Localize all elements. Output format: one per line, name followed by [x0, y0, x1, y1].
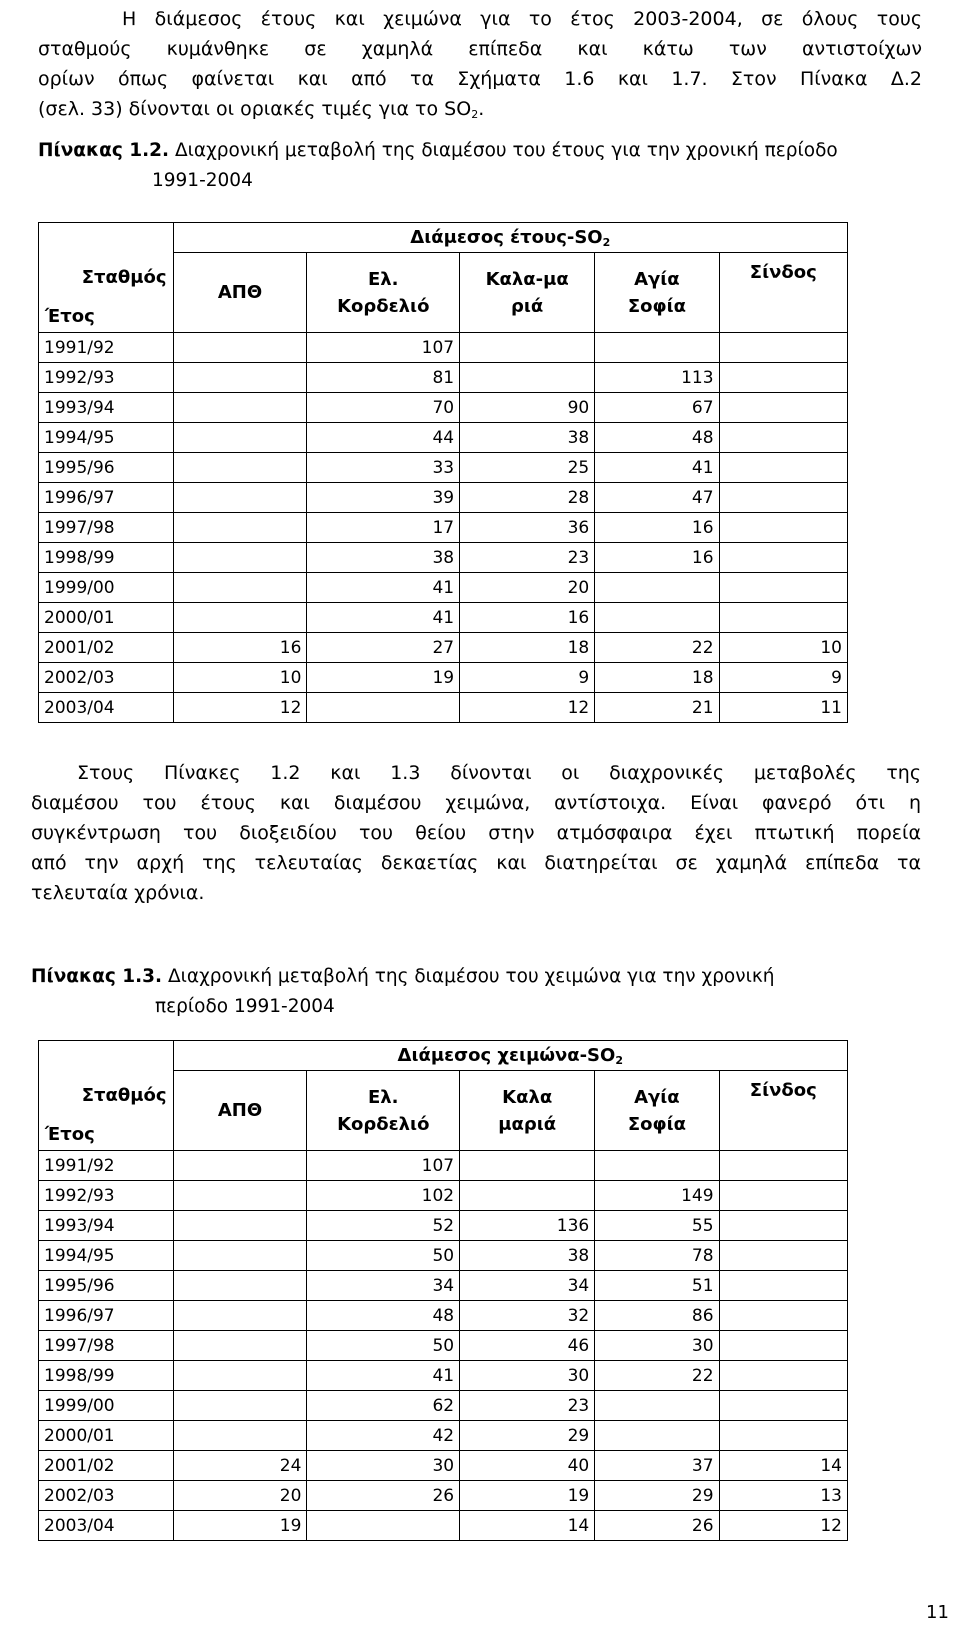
table-row	[39, 1151, 848, 1181]
table-row	[39, 453, 848, 483]
value-cell: 30	[307, 1451, 460, 1481]
value-cell	[173, 333, 307, 363]
value-cell: 16	[460, 603, 595, 633]
table2-col-apth: ΑΠΘ	[173, 1071, 307, 1151]
year-cell: 2003/04	[39, 693, 174, 723]
value-cell	[719, 1271, 847, 1301]
value-cell: 78	[595, 1241, 719, 1271]
value-cell	[460, 1151, 595, 1181]
table1-year-label: Έτος	[45, 306, 95, 327]
value-cell: 17	[307, 513, 460, 543]
value-cell: 22	[595, 1361, 719, 1391]
value-cell: 23	[460, 1391, 595, 1421]
value-cell: 86	[595, 1301, 719, 1331]
year-cell: 2000/01	[39, 603, 174, 633]
value-cell: 28	[460, 483, 595, 513]
value-cell	[595, 1421, 719, 1451]
table-row	[39, 573, 848, 603]
value-cell: 67	[595, 393, 719, 423]
middle-line-4: από την αρχή της τελευταίας δεκαετίας και διατηρείται σε χαμηλά επίπεδα τα	[31, 852, 921, 874]
value-cell: 9	[719, 663, 847, 693]
value-cell: 81	[307, 363, 460, 393]
year-cell: 1991/92	[39, 333, 174, 363]
table1-col-apth: ΑΠΘ	[173, 253, 307, 333]
year-cell: 1995/96	[39, 453, 174, 483]
value-cell: 44	[307, 423, 460, 453]
table1-corner	[39, 223, 174, 333]
value-cell	[719, 1301, 847, 1331]
value-cell	[595, 333, 719, 363]
value-cell	[173, 543, 307, 573]
intro-line-3: ορίων όπως φαίνεται και από τα Σχήματα 1.6 και 1.7. Στον Πίνακα Δ.2	[38, 68, 922, 90]
table2-col-sindos: Σίνδος	[719, 1071, 847, 1151]
value-cell: 38	[460, 1241, 595, 1271]
value-cell: 14	[719, 1451, 847, 1481]
value-cell: 9	[460, 663, 595, 693]
value-cell: 38	[307, 543, 460, 573]
table-row	[39, 513, 848, 543]
table-row	[39, 1391, 848, 1421]
value-cell	[173, 1361, 307, 1391]
table1-caption	[38, 136, 938, 196]
table2-corner	[39, 1041, 174, 1151]
value-cell	[719, 1331, 847, 1361]
value-cell: 149	[595, 1181, 719, 1211]
value-cell	[595, 1391, 719, 1421]
so2-subscript: 2	[471, 108, 479, 121]
value-cell: 14	[460, 1511, 595, 1541]
table-row	[39, 393, 848, 423]
value-cell	[460, 333, 595, 363]
value-cell: 18	[460, 633, 595, 663]
table-row	[39, 1331, 848, 1361]
table1-col-kordelio: Ελ. Κορδελιό	[307, 253, 460, 333]
year-cell: 2000/01	[39, 1421, 174, 1451]
value-cell: 16	[595, 513, 719, 543]
value-cell: 26	[595, 1511, 719, 1541]
value-cell	[173, 423, 307, 453]
year-cell: 2003/04	[39, 1511, 174, 1541]
value-cell	[173, 573, 307, 603]
year-cell: 1998/99	[39, 1361, 174, 1391]
table-row	[39, 483, 848, 513]
value-cell	[719, 483, 847, 513]
middle-line-3: συγκέντρωση του διοξειδίου του θείου στην ατμόσφαιρα έχει πτωτική πορεία	[31, 822, 921, 844]
value-cell: 107	[307, 333, 460, 363]
page-number: 11	[926, 1602, 949, 1623]
value-cell: 46	[460, 1331, 595, 1361]
value-cell: 39	[307, 483, 460, 513]
year-cell: 1998/99	[39, 543, 174, 573]
value-cell: 20	[460, 573, 595, 603]
value-cell: 33	[307, 453, 460, 483]
value-cell: 24	[173, 1451, 307, 1481]
value-cell: 20	[173, 1481, 307, 1511]
year-cell: 1994/95	[39, 1241, 174, 1271]
value-cell	[173, 1241, 307, 1271]
intro-line-2: σταθμούς κυμάνθηκε σε χαμηλά επίπεδα και κάτω των αντιστοίχων	[38, 38, 922, 60]
value-cell	[307, 693, 460, 723]
value-cell	[173, 1331, 307, 1361]
value-cell: 40	[460, 1451, 595, 1481]
table2-caption-line2: περίοδο 1991-2004	[155, 996, 335, 1017]
value-cell	[173, 1271, 307, 1301]
intro-paragraph	[38, 4, 922, 130]
value-cell: 55	[595, 1211, 719, 1241]
value-cell: 51	[595, 1271, 719, 1301]
value-cell	[595, 1151, 719, 1181]
value-cell	[595, 573, 719, 603]
value-cell: 18	[595, 663, 719, 693]
value-cell: 34	[307, 1271, 460, 1301]
table1-caption-text: Διαχρονική μεταβολή της διαμέσου του έτους για την χρονική περίοδο	[174, 140, 838, 161]
value-cell	[173, 393, 307, 423]
year-cell: 1993/94	[39, 1211, 174, 1241]
value-cell: 38	[460, 423, 595, 453]
table2-title-row	[39, 1041, 848, 1071]
table2-col-kalamaria: Καλα μαριά	[460, 1071, 595, 1151]
middle-paragraph	[31, 758, 921, 908]
value-cell: 29	[460, 1421, 595, 1451]
year-cell: 1991/92	[39, 1151, 174, 1181]
table-row	[39, 633, 848, 663]
table-row	[39, 363, 848, 393]
value-cell: 50	[307, 1241, 460, 1271]
value-cell: 22	[595, 633, 719, 663]
year-cell: 1993/94	[39, 393, 174, 423]
table1-caption-line2: 1991-2004	[152, 170, 253, 191]
value-cell: 11	[719, 693, 847, 723]
year-cell: 2002/03	[39, 663, 174, 693]
year-cell: 2001/02	[39, 1451, 174, 1481]
table-row	[39, 543, 848, 573]
table-row	[39, 693, 848, 723]
value-cell: 34	[460, 1271, 595, 1301]
value-cell	[719, 393, 847, 423]
table2-col-agia-sofia: Αγία Σοφία	[595, 1071, 719, 1151]
year-cell: 1999/00	[39, 1391, 174, 1421]
table-row	[39, 603, 848, 633]
table-row	[39, 1421, 848, 1451]
middle-line-1: Στους Πίνακες 1.2 και 1.3 δίνονται οι διαχρονικές μεταβολές της	[77, 762, 921, 784]
value-cell: 32	[460, 1301, 595, 1331]
value-cell: 52	[307, 1211, 460, 1241]
value-cell	[719, 603, 847, 633]
value-cell: 42	[307, 1421, 460, 1451]
value-cell: 102	[307, 1181, 460, 1211]
value-cell: 26	[307, 1481, 460, 1511]
value-cell	[719, 453, 847, 483]
table1-body	[39, 333, 848, 723]
middle-line-5: τελευταία χρόνια.	[31, 882, 205, 904]
intro-line-1: Η διάμεσος έτους και χειμώνα για το έτος 2003-2004, σε όλους τους	[122, 8, 922, 30]
table-row	[39, 1181, 848, 1211]
value-cell	[173, 513, 307, 543]
table2-caption-label: Πίνακας 1.3.	[31, 966, 163, 987]
table-row	[39, 1241, 848, 1271]
year-cell: 1997/98	[39, 513, 174, 543]
table-row	[39, 423, 848, 453]
table-row	[39, 1301, 848, 1331]
value-cell: 48	[307, 1301, 460, 1331]
value-cell: 48	[595, 423, 719, 453]
value-cell	[719, 543, 847, 573]
year-cell: 1992/93	[39, 1181, 174, 1211]
year-cell: 1995/96	[39, 1271, 174, 1301]
year-cell: 1999/00	[39, 573, 174, 603]
value-cell	[719, 423, 847, 453]
table-row	[39, 1451, 848, 1481]
year-cell: 1992/93	[39, 363, 174, 393]
table2-title: Διάμεσος χειμώνα-$SO_2$	[173, 1041, 847, 1071]
value-cell	[173, 453, 307, 483]
year-cell: 2001/02	[39, 633, 174, 663]
value-cell: 23	[460, 543, 595, 573]
value-cell	[173, 1211, 307, 1241]
value-cell: 19	[173, 1511, 307, 1541]
value-cell	[173, 1181, 307, 1211]
value-cell	[173, 1391, 307, 1421]
value-cell: 41	[307, 1361, 460, 1391]
table-row	[39, 663, 848, 693]
table-annual-median	[38, 222, 848, 723]
year-cell: 1996/97	[39, 483, 174, 513]
table1-col-sindos: Σίνδος	[719, 253, 847, 333]
value-cell: 12	[173, 693, 307, 723]
year-cell: 1994/95	[39, 423, 174, 453]
value-cell	[719, 333, 847, 363]
value-cell: 29	[595, 1481, 719, 1511]
value-cell: 30	[460, 1361, 595, 1391]
value-cell: 27	[307, 633, 460, 663]
value-cell: 107	[307, 1151, 460, 1181]
value-cell	[719, 1181, 847, 1211]
value-cell: 37	[595, 1451, 719, 1481]
value-cell: 70	[307, 393, 460, 423]
value-cell	[173, 1151, 307, 1181]
value-cell	[173, 603, 307, 633]
value-cell	[460, 363, 595, 393]
value-cell: 36	[460, 513, 595, 543]
value-cell	[173, 1301, 307, 1331]
value-cell: 19	[460, 1481, 595, 1511]
table-winter-median	[38, 1040, 848, 1541]
table2-body	[39, 1151, 848, 1541]
year-cell: 1997/98	[39, 1331, 174, 1361]
value-cell	[173, 1421, 307, 1451]
year-cell: 1996/97	[39, 1301, 174, 1331]
table2-station-label: Σταθμός	[81, 1085, 167, 1106]
table1-title: Διάμεσος έτους-$SO_2$	[173, 223, 847, 253]
value-cell: 10	[173, 663, 307, 693]
value-cell	[719, 513, 847, 543]
table1-caption-label: Πίνακας 1.2.	[38, 140, 170, 161]
value-cell	[595, 603, 719, 633]
value-cell: 41	[307, 573, 460, 603]
table2-year-label: Έτος	[45, 1124, 95, 1145]
table1-station-label: Σταθμός	[81, 267, 167, 288]
value-cell	[719, 1241, 847, 1271]
value-cell: 41	[595, 453, 719, 483]
value-cell: 10	[719, 633, 847, 663]
value-cell	[719, 363, 847, 393]
value-cell: 62	[307, 1391, 460, 1421]
table-row	[39, 333, 848, 363]
table2-col-kordelio: Ελ. Κορδελιό	[307, 1071, 460, 1151]
value-cell: 30	[595, 1331, 719, 1361]
value-cell: 50	[307, 1331, 460, 1361]
value-cell	[460, 1181, 595, 1211]
table1-col-agia-sofia: Αγία Σοφία	[595, 253, 719, 333]
value-cell	[719, 1211, 847, 1241]
value-cell: 90	[460, 393, 595, 423]
table1-col-kalamaria: Καλα-μαριά	[460, 253, 595, 333]
table-row	[39, 1481, 848, 1511]
value-cell: 12	[460, 693, 595, 723]
table-row	[39, 1211, 848, 1241]
value-cell	[719, 1151, 847, 1181]
value-cell: 41	[307, 603, 460, 633]
value-cell	[719, 1391, 847, 1421]
year-cell: 2002/03	[39, 1481, 174, 1511]
value-cell	[173, 363, 307, 393]
value-cell: 113	[595, 363, 719, 393]
table-row	[39, 1361, 848, 1391]
value-cell	[173, 483, 307, 513]
value-cell	[307, 1511, 460, 1541]
value-cell: 16	[173, 633, 307, 663]
value-cell: 16	[595, 543, 719, 573]
value-cell: 12	[719, 1511, 847, 1541]
value-cell	[719, 1421, 847, 1451]
intro-line-4: (σελ. 33) δίνονται οι οριακές τιμές για το $SO_2$.	[38, 98, 485, 121]
value-cell: 47	[595, 483, 719, 513]
value-cell: 25	[460, 453, 595, 483]
value-cell: 13	[719, 1481, 847, 1511]
value-cell: 19	[307, 663, 460, 693]
value-cell	[719, 573, 847, 603]
value-cell	[719, 1361, 847, 1391]
table2-caption-text: Διαχρονική μεταβολή της διαμέσου του χειμώνα για την χρονική	[167, 966, 775, 987]
table2-caption	[31, 962, 931, 1022]
value-cell: 136	[460, 1211, 595, 1241]
value-cell: 21	[595, 693, 719, 723]
table-row	[39, 1511, 848, 1541]
table-row	[39, 1271, 848, 1301]
table1-title-row	[39, 223, 848, 253]
middle-line-2: διαμέσου του έτους και διαμέσου χειμώνα, αντίστοιχα. Είναι φανερό ότι η	[31, 792, 921, 814]
